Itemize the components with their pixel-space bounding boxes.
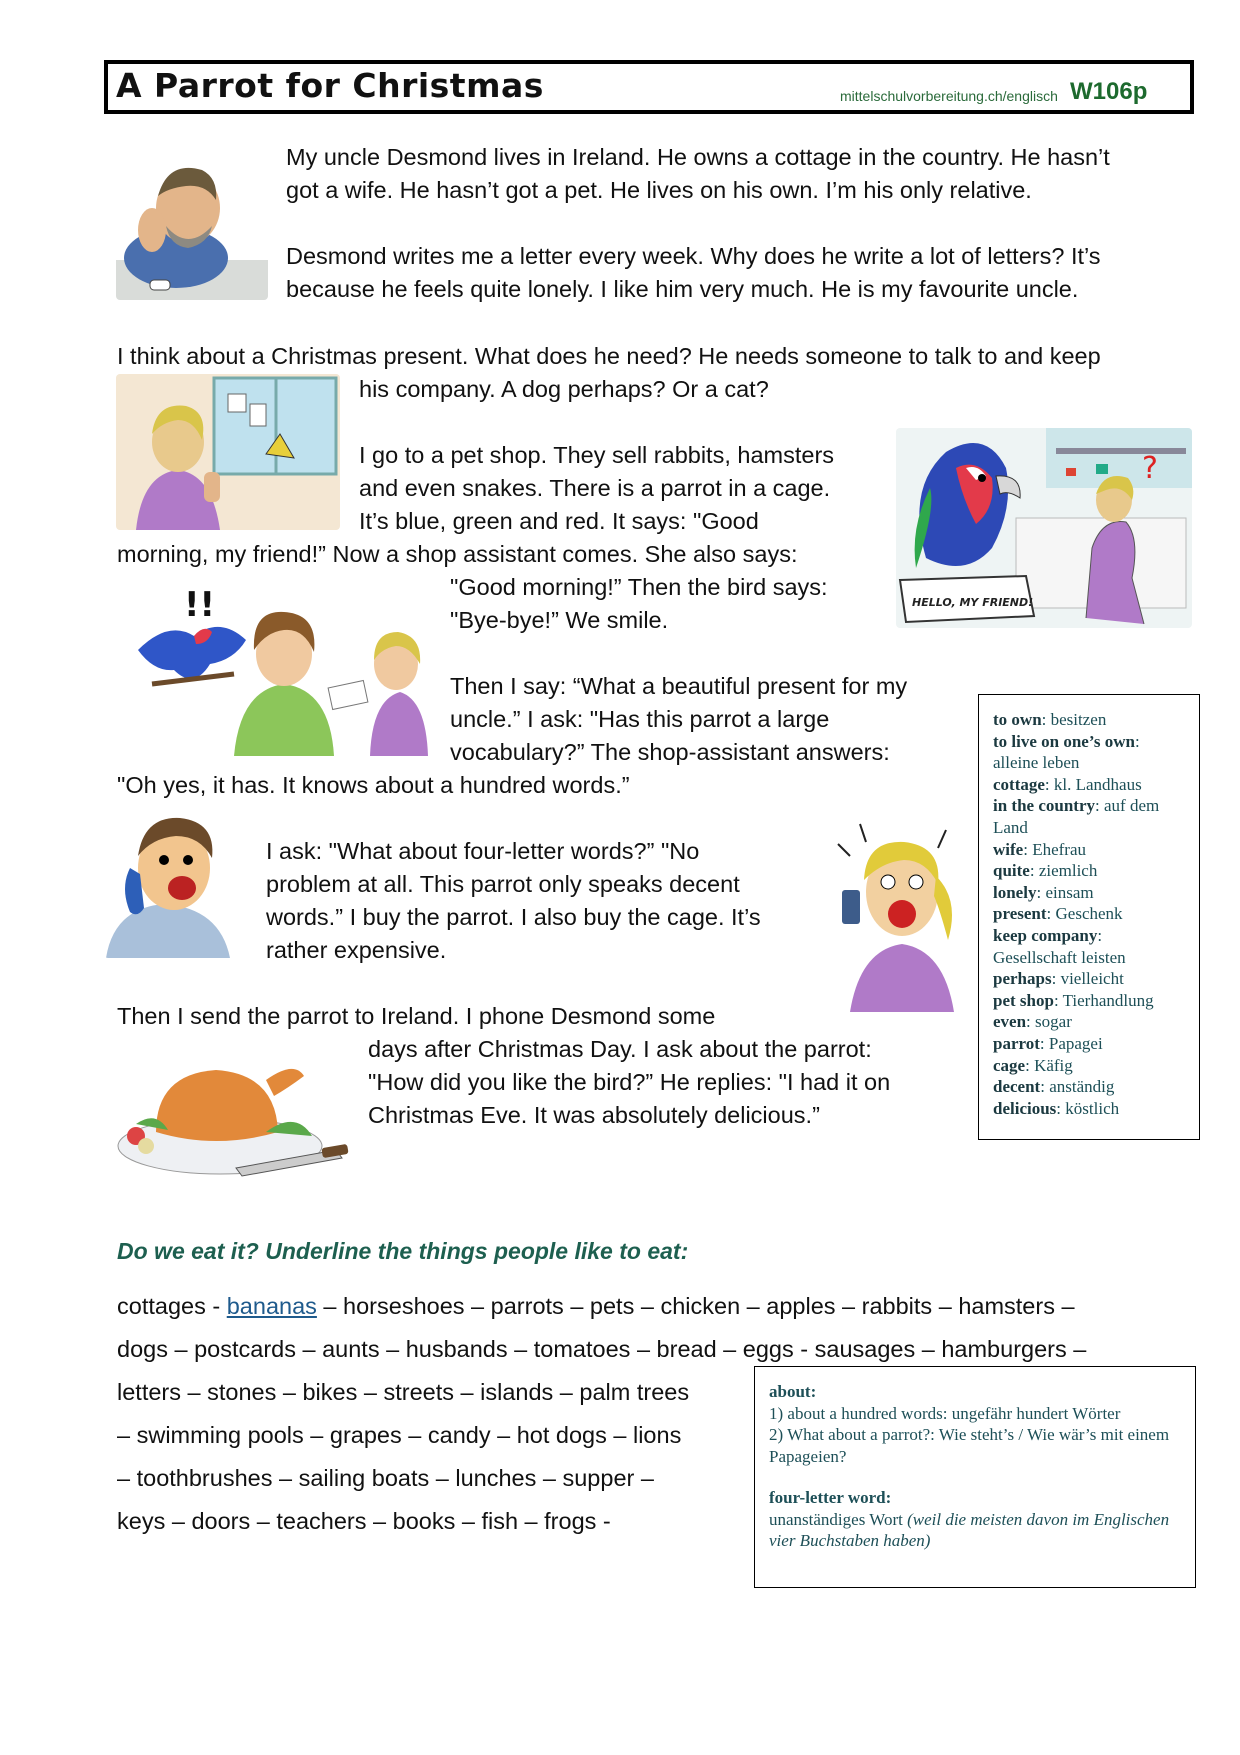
uncle-thinking-illustration bbox=[116, 148, 268, 300]
four-letter-word-term: four-letter word: bbox=[769, 1488, 892, 1507]
about-meaning-1: 1) about a hundred words: ungefähr hundert Wörter bbox=[769, 1403, 1121, 1423]
vocab-entry: pet shop: Tierhandlung bbox=[993, 990, 1154, 1010]
vocab-entry: delicious: köstlich bbox=[993, 1098, 1120, 1118]
story-line: and even snakes. There is a parrot in a cage. bbox=[359, 475, 831, 501]
story-line: Desmond writes me a letter every week. Why does he write a lot of letters? It’s bbox=[286, 243, 1101, 269]
vocab-entry: quite: ziemlich bbox=[993, 861, 1098, 881]
vocab-entry: cage: Käfig bbox=[993, 1055, 1073, 1075]
story-line: words.” I buy the parrot. I also buy the cage. It’s bbox=[266, 904, 761, 930]
parrot-in-pet-shop-illustration bbox=[896, 428, 1192, 628]
story-line: rather expensive. bbox=[266, 937, 447, 963]
vocab-entry: lonely: einsam bbox=[993, 882, 1094, 902]
word-list-line: – toothbrushes – sailing boats – lunches – supper – bbox=[117, 1465, 654, 1491]
story-line: vocabulary?” The shop-assistant answers: bbox=[450, 739, 890, 765]
story-line: days after Christmas Day. I ask about the parrot: bbox=[368, 1036, 872, 1062]
story-line: his company. A dog perhaps? Or a cat? bbox=[359, 376, 769, 402]
story-line: "Oh yes, it has. It knows about a hundred words.” bbox=[117, 772, 630, 798]
svg-text:!!: !! bbox=[184, 585, 216, 625]
story-line: I ask: "What about four-letter words?” "No bbox=[266, 838, 700, 864]
word-list-line: dogs – postcards – aunts – husbands – tomatoes – bread – eggs - sausages – hamburgers – bbox=[117, 1336, 1087, 1362]
four-letter-word-meaning: unanständiges Wort (weil die meisten davon im Englischen vier Buchstaben haben) bbox=[769, 1509, 1170, 1550]
vocab-entry: to own: besitzen bbox=[993, 710, 1107, 729]
story-line: morning, my friend!” Now a shop assistant comes. She also says: bbox=[117, 541, 798, 567]
vocab-entry: present: Geschenk bbox=[993, 904, 1123, 924]
task-heading: Do we eat it? Underline the things people like to eat: bbox=[117, 1238, 689, 1264]
word-list-line: letters – stones – bikes – streets – islands – palm trees bbox=[117, 1379, 690, 1405]
worksheet-code: W106p bbox=[1070, 78, 1148, 105]
about-term: about: bbox=[769, 1382, 817, 1401]
story-line: "Good morning!” Then the bird says: bbox=[450, 574, 828, 600]
story-line: My uncle Desmond lives in Ireland. He owns a cottage in the country. He hasn’t bbox=[286, 144, 1110, 170]
story-line: got a wife. He hasn’t got a pet. He lives on his own. I’m his only relative. bbox=[286, 177, 1032, 203]
story-line: Christmas Eve. It was absolutely delicious.” bbox=[368, 1102, 820, 1128]
vocab-entry: decent: anständig bbox=[993, 1077, 1115, 1097]
word-list-line: – swimming pools – grapes – candy – hot dogs – lions bbox=[117, 1422, 682, 1448]
vocab-entry: keep company: Gesellschaft leisten bbox=[993, 925, 1126, 967]
story-line: "Bye-bye!” We smile. bbox=[450, 607, 669, 633]
vocab-entry: parrot: Papagei bbox=[993, 1033, 1103, 1053]
story-line: Then I say: “What a beautiful present for my bbox=[450, 673, 908, 699]
vocabulary-box bbox=[978, 694, 1200, 1140]
girl-at-shop-window-illustration bbox=[116, 374, 340, 530]
story-line: "How did you like the bird?” He replies: "I had it on bbox=[368, 1069, 891, 1095]
roast-turkey-illustration bbox=[116, 1040, 352, 1180]
uncle-on-phone-illustration bbox=[104, 808, 244, 958]
underlined-example-word: bananas bbox=[226, 1293, 317, 1319]
vocab-entry: perhaps: vielleicht bbox=[993, 969, 1124, 989]
page-title: A Parrot for Christmas bbox=[116, 66, 544, 105]
story-line: uncle.” I ask: "Has this parrot a large bbox=[450, 706, 830, 732]
vocab-entry: to live on one’s own: alleine leben bbox=[993, 731, 1140, 773]
story-line: I think about a Christmas present. What does he need? He needs someone to talk to and keep bbox=[117, 343, 1101, 369]
source-url: mittelschulvorbereitung.ch/englisch bbox=[840, 88, 1058, 104]
word-list-line: keys – doors – teachers – books – fish – frogs - bbox=[117, 1508, 611, 1534]
story-line: It’s blue, green and red. It says: "Good bbox=[359, 508, 759, 534]
svg-text:?: ? bbox=[1142, 451, 1158, 486]
story-line: because he feels quite lonely. I like him very much. He is my favourite uncle. bbox=[286, 276, 1079, 302]
word-list-line: cottages - bananas – horseshoes – parrots – pets – chicken – apples – rabbits – hamsters – bbox=[117, 1293, 1075, 1319]
about-note-box bbox=[754, 1366, 1196, 1588]
vocab-entry: wife: Ehefrau bbox=[993, 839, 1087, 859]
story-line: I go to a pet shop. They sell rabbits, hamsters bbox=[359, 442, 835, 468]
girl-shocked-phone-illustration bbox=[830, 820, 974, 1012]
parrot-speech-bubble: HELLO, MY FRIEND! bbox=[912, 596, 1034, 609]
about-meaning-2: 2) What about a parrot?: Wie steht’s / Wie wär’s mit einem Papageien? bbox=[769, 1425, 1170, 1466]
parrot-assistant-girl-illustration bbox=[134, 580, 432, 756]
vocab-entry: in the country: auf dem Land bbox=[993, 796, 1160, 837]
vocab-entry: cottage: kl. Landhaus bbox=[993, 774, 1142, 794]
story-line: problem at all. This parrot only speaks decent bbox=[266, 871, 740, 897]
vocab-entry: even: sogar bbox=[993, 1012, 1072, 1032]
story-line: Then I send the parrot to Ireland. I phone Desmond some bbox=[117, 1003, 716, 1029]
